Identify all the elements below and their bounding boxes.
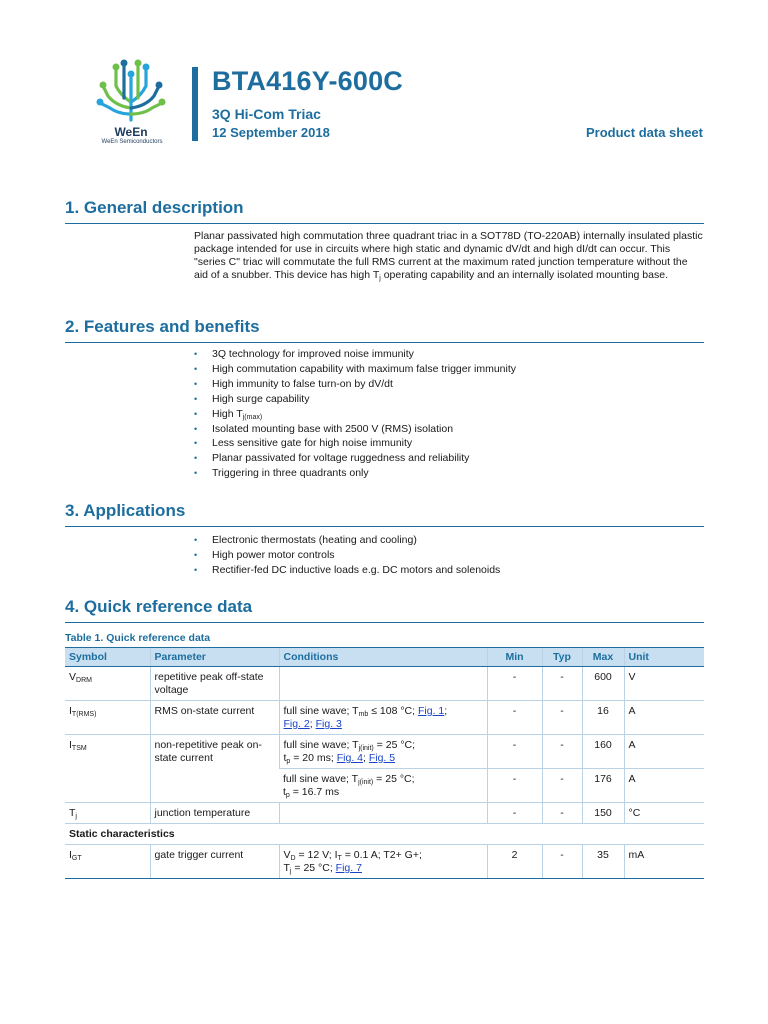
subscript: j xyxy=(379,275,381,282)
text-part: full sine wave; T xyxy=(283,739,359,751)
subscript: j(max) xyxy=(242,413,263,421)
table-row xyxy=(65,701,704,735)
applications-list xyxy=(194,533,704,578)
max-cell: 16 xyxy=(582,701,624,735)
document-subtitle: 3Q Hi-Com Triac xyxy=(212,106,321,122)
typ-cell: - xyxy=(542,845,582,879)
max-cell: 35 xyxy=(582,845,624,879)
max-cell: 176 xyxy=(582,769,624,803)
fig-3-link[interactable]: Fig. 3 xyxy=(315,718,342,730)
section-heading: 4. Quick reference data xyxy=(65,597,704,623)
max-cell: 160 xyxy=(582,735,624,769)
list-item: • Rectifier-fed DC inductive loads e.g. DC motors and solenoids xyxy=(194,563,704,578)
list-item: • High commutation capability with maximum false trigger immunity xyxy=(194,362,704,377)
min-cell: - xyxy=(487,667,542,701)
unit-cell: A xyxy=(624,701,704,735)
section-features xyxy=(65,317,704,481)
typ-cell: - xyxy=(542,769,582,803)
ween-logo xyxy=(96,58,174,148)
symbol: I xyxy=(69,849,72,861)
table-group-row xyxy=(65,824,704,845)
text-part: full sine wave; T xyxy=(283,705,359,717)
column-header: Conditions xyxy=(279,648,487,667)
typ-cell: - xyxy=(542,735,582,769)
column-header: Typ xyxy=(542,648,582,667)
section-heading: 1. General description xyxy=(65,198,704,224)
conditions-cell xyxy=(279,735,487,769)
fig-7-link[interactable]: Fig. 7 xyxy=(335,862,362,874)
document-title: BTA416Y-600C xyxy=(212,66,403,96)
parameter-cell: RMS on-state current xyxy=(150,701,279,735)
logo-name: WeEn xyxy=(114,125,148,139)
parameter-cell: junction temperature xyxy=(150,803,279,824)
parameter-cell: repetitive peak off-state voltage xyxy=(150,667,279,701)
symbol: I xyxy=(69,739,72,751)
text-part: = 25 °C; xyxy=(373,739,416,751)
list-item: • High power motor controls xyxy=(194,548,704,563)
table-row xyxy=(65,667,704,701)
min-cell: - xyxy=(487,701,542,735)
document-header xyxy=(0,0,768,160)
section-quick-reference xyxy=(65,597,704,879)
subscript: TSM xyxy=(71,745,87,752)
text-part: = 25 °C; xyxy=(373,773,415,785)
unit-cell: °C xyxy=(624,803,704,824)
text-part: t xyxy=(283,752,287,764)
text-part: = 25 °C; xyxy=(291,862,336,874)
subscript: DRM xyxy=(76,677,92,684)
list-item: • Triggering in three quadrants only xyxy=(194,466,704,481)
text-part: ; xyxy=(444,705,448,717)
group-label: Static characteristics xyxy=(65,824,704,845)
fig-1-link[interactable]: Fig. 1 xyxy=(417,705,445,717)
subscript: j(init) xyxy=(358,779,374,786)
min-cell: 2 xyxy=(487,845,542,879)
symbol-cell xyxy=(65,803,150,824)
parameter-cell: gate trigger current xyxy=(150,845,279,879)
section-body xyxy=(194,533,704,578)
symbol-cell xyxy=(65,845,150,879)
header-divider xyxy=(192,67,198,141)
text-part: V xyxy=(283,849,291,861)
quick-reference-table xyxy=(65,647,704,879)
subscript: j xyxy=(75,813,77,820)
text-part: full sine wave; T xyxy=(283,773,359,785)
text-part: = 12 V; I xyxy=(295,849,338,861)
conditions-cell xyxy=(279,667,487,701)
subscript: T xyxy=(337,855,342,862)
min-cell: - xyxy=(487,735,542,769)
unit-cell: A xyxy=(624,735,704,769)
unit-cell: mA xyxy=(624,845,704,879)
table-caption: Table 1. Quick reference data xyxy=(65,632,211,644)
section-general-description xyxy=(65,198,704,282)
document-date: 12 September 2018 xyxy=(212,125,330,140)
section-heading: 3. Applications xyxy=(65,501,704,527)
symbol-cell xyxy=(65,735,150,803)
text-part: t xyxy=(283,786,286,798)
text-part: ; xyxy=(363,752,369,764)
logo-subtitle: WeEn Semiconductors xyxy=(101,139,163,145)
subscript: D xyxy=(290,855,296,862)
typ-cell: - xyxy=(542,803,582,824)
fig-5-link[interactable]: Fig. 5 xyxy=(368,752,396,764)
list-item: • Electronic thermostats (heating and cooling) xyxy=(194,533,704,548)
min-cell: - xyxy=(487,803,542,824)
text-part: Planar passivated high commutation three quadrant triac in a SOT78D (TO-220AB) internally insulated plastic package intended for use in circuits where high static and dynamic dV/dt and high dI/dt can occur. This "series C" triac will commutate the full RMS current at the maximum rated junction temperature without the aid of a snubber. This device has high T xyxy=(194,230,703,281)
list-item: • Less sensitive gate for high noise immunity xyxy=(194,436,704,451)
typ-cell: - xyxy=(542,701,582,735)
subscript: j xyxy=(289,868,292,875)
list-item: • High surge capability xyxy=(194,392,704,407)
column-header: Min xyxy=(487,648,542,667)
general-description-text xyxy=(194,230,704,282)
column-header: Max xyxy=(582,648,624,667)
text-part: T xyxy=(283,862,290,874)
subscript: p xyxy=(286,758,291,765)
section-applications xyxy=(65,501,704,578)
text-part: ≤ 108 °C; xyxy=(368,705,418,717)
max-cell: 600 xyxy=(582,667,624,701)
features-list xyxy=(194,347,704,481)
text-part: = 16.7 ms xyxy=(289,786,340,798)
subscript: T(RMS) xyxy=(71,711,97,718)
section-body xyxy=(194,230,704,282)
subscript: mb xyxy=(358,711,369,718)
parameter-cell: non-repetitive peak on-state current xyxy=(150,735,279,803)
table-header-row xyxy=(65,648,704,667)
symbol: V xyxy=(69,671,77,683)
section-body xyxy=(194,347,704,481)
section-heading: 2. Features and benefits xyxy=(65,317,704,343)
column-header: Parameter xyxy=(150,648,279,667)
symbol-cell xyxy=(65,701,150,735)
column-header: Unit xyxy=(624,648,704,667)
document-type: Product data sheet xyxy=(585,125,703,140)
symbol: T xyxy=(69,807,76,819)
max-cell: 150 xyxy=(582,803,624,824)
text-part: = 0.1 A; T2+ G+; xyxy=(341,849,422,861)
subscript: p xyxy=(285,792,290,799)
typ-cell: - xyxy=(542,667,582,701)
conditions-cell xyxy=(279,845,487,879)
conditions-cell xyxy=(279,769,487,803)
list-item: • 3Q technology for improved noise immunity xyxy=(194,347,704,362)
subscript: j(init) xyxy=(358,745,374,752)
column-header: Symbol xyxy=(65,648,150,667)
subscript: GT xyxy=(71,855,82,862)
list-item xyxy=(194,407,704,422)
table-row xyxy=(65,735,704,769)
symbol-cell xyxy=(65,667,150,701)
fig-4-link[interactable]: Fig. 4 xyxy=(336,752,363,764)
tree-logo-icon xyxy=(96,58,166,126)
text-part: = 20 ms; xyxy=(290,752,337,764)
table-row xyxy=(65,803,704,824)
unit-cell: A xyxy=(624,769,704,803)
list-item: • Isolated mounting base with 2500 V (RMS) isolation xyxy=(194,422,704,437)
text-part: ; xyxy=(309,718,316,730)
unit-cell: V xyxy=(624,667,704,701)
conditions-cell xyxy=(279,701,487,735)
symbol: I xyxy=(69,705,72,717)
table-row xyxy=(65,845,704,879)
fig-2-link[interactable]: Fig. 2 xyxy=(283,718,310,730)
list-item: • High immunity to false turn-on by dV/dt xyxy=(194,377,704,392)
conditions-cell xyxy=(279,803,487,824)
text-part: High T xyxy=(212,407,243,420)
min-cell: - xyxy=(487,769,542,803)
list-item: • Planar passivated for voltage ruggedness and reliability xyxy=(194,451,704,466)
text-part: operating capability and an internally isolated mounting base. xyxy=(380,269,668,281)
